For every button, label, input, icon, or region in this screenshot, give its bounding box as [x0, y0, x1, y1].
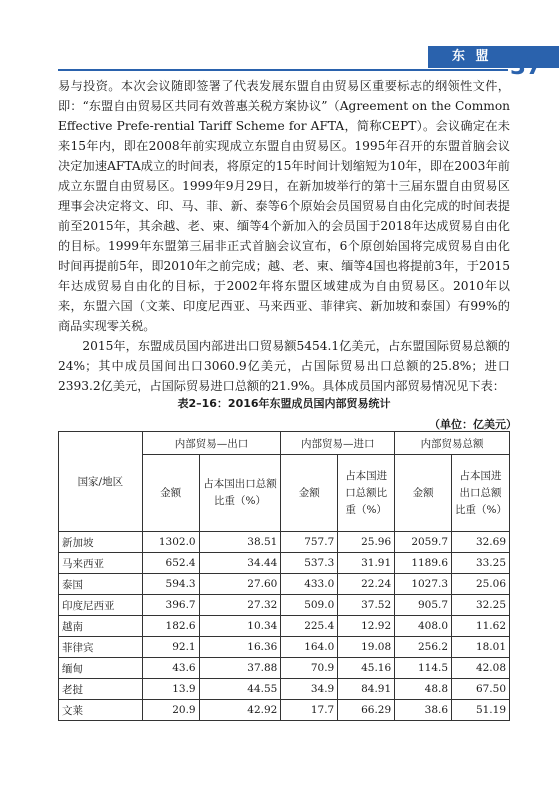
page-number: 37 [510, 54, 543, 80]
col-country-header: 国家/地区 [59, 432, 143, 532]
table-row [59, 532, 510, 553]
value-cell: 84.91 [338, 679, 395, 700]
table-row [59, 679, 510, 700]
table-caption: 表2–16：2016年东盟成员国内部贸易统计 [177, 397, 391, 410]
value-cell: 42.08 [452, 658, 510, 679]
value-cell: 509.0 [281, 595, 338, 616]
value-cell: 25.06 [452, 574, 510, 595]
value-cell: 38.51 [199, 532, 281, 553]
table-row [59, 700, 510, 721]
value-cell: 44.55 [199, 679, 281, 700]
country-cell: 新加坡 [59, 532, 143, 553]
value-cell: 164.0 [281, 637, 338, 658]
table-row [59, 574, 510, 595]
group-header-total: 内部贸易总额 [395, 432, 510, 455]
value-cell: 37.88 [199, 658, 281, 679]
value-cell: 2059.7 [395, 532, 452, 553]
paragraph-2: 2015年，东盟成员国内部进出口贸易额5454.1亿美元，占东盟国际贸易总额的24%；其中成员国间出口3060.9亿美元，占国际贸易出口总额的25.8%；进口2393.2亿美元，占国际贸易进口总额的21.9%。具体成员国内部贸易情况见下表： [58, 339, 510, 393]
value-cell: 27.60 [199, 574, 281, 595]
group-header-import: 内部贸易—进口 [281, 432, 395, 455]
sub-header-total-share: 占本国进出口总额比重（%） [452, 455, 510, 532]
value-cell: 408.0 [395, 616, 452, 637]
value-cell: 43.6 [142, 658, 199, 679]
table-row [59, 616, 510, 637]
value-cell: 34.44 [199, 553, 281, 574]
country-cell: 文莱 [59, 700, 143, 721]
sub-header-amount: 金额 [395, 455, 452, 532]
table-row [59, 658, 510, 679]
value-cell: 48.8 [395, 679, 452, 700]
value-cell: 31.91 [338, 553, 395, 574]
value-cell: 10.34 [199, 616, 281, 637]
country-cell: 越南 [59, 616, 143, 637]
table-body [59, 532, 510, 721]
trade-table [58, 431, 510, 721]
value-cell: 1027.3 [395, 574, 452, 595]
value-cell: 396.7 [142, 595, 199, 616]
value-cell: 433.0 [281, 574, 338, 595]
value-cell: 16.36 [199, 637, 281, 658]
country-cell: 马来西亚 [59, 553, 143, 574]
sub-header-amount: 金额 [281, 455, 338, 532]
country-cell: 老挝 [59, 679, 143, 700]
country-cell: 菲律宾 [59, 637, 143, 658]
table-row [59, 595, 510, 616]
value-cell: 114.5 [395, 658, 452, 679]
value-cell: 66.29 [338, 700, 395, 721]
value-cell: 12.92 [338, 616, 395, 637]
value-cell: 757.7 [281, 532, 338, 553]
value-cell: 256.2 [395, 637, 452, 658]
value-cell: 70.9 [281, 658, 338, 679]
sub-header-export-share: 占本国出口总额比重（%） [199, 455, 281, 532]
value-cell: 37.52 [338, 595, 395, 616]
value-cell: 20.9 [142, 700, 199, 721]
body-text [58, 76, 510, 396]
value-cell: 594.3 [142, 574, 199, 595]
value-cell: 33.25 [452, 553, 510, 574]
section-title: 东 盟 [452, 49, 492, 64]
value-cell: 27.32 [199, 595, 281, 616]
value-cell: 34.9 [281, 679, 338, 700]
value-cell: 67.50 [452, 679, 510, 700]
value-cell: 18.01 [452, 637, 510, 658]
value-cell: 13.9 [142, 679, 199, 700]
value-cell: 11.62 [452, 616, 510, 637]
value-cell: 1302.0 [142, 532, 199, 553]
value-cell: 905.7 [395, 595, 452, 616]
value-cell: 1189.6 [395, 553, 452, 574]
paragraph-1: 易与投资。本次会议随即签署了代表发展东盟自由贸易区重要标志的纲领性文件，即：“东盟自由贸易区共同有效普惠关税方案协议”（Agreement on the Common Effective Prefe-rential Tariff Scheme for AFTA，简称CEPT）。会议确定在未来15年内，即在2008年前实现成立东盟自由贸易区。1995年召开的东盟首脑会议决定加速AFTA成立的时间表，将原定的15年时间计划缩短为10年，即在2003年前成立东盟自由贸易区。1999年9月29日，在新加坡举行的第十三届东盟自由贸易区理事会决定将文、印、马、菲、新、泰等6个原始会员国贸易自由化完成的时间表提前至2015年，其余越、老、柬、缅等4个新加入的会员国于2018年达成贸易自由化的目标。1999年东盟第三届非正式首脑会议宣布，6个原创始国将完成贸易自由化时间再提前5年，即2010年之前完成；越、老、柬、缅等4国也将提前3年，于2015年达成贸易自由化的目标，于2002年将东盟区域建成为自由贸易区。2010年以来，东盟六国（文莱、印度尼西亚、马来西亚、菲律宾、新加坡和泰国）有99%的商品实现零关税。 [58, 79, 510, 333]
table-row [59, 637, 510, 658]
value-cell: 537.3 [281, 553, 338, 574]
value-cell: 92.1 [142, 637, 199, 658]
value-cell: 45.16 [338, 658, 395, 679]
table-unit: （单位：亿美元） [429, 418, 517, 431]
value-cell: 38.6 [395, 700, 452, 721]
value-cell: 22.24 [338, 574, 395, 595]
country-cell: 泰国 [59, 574, 143, 595]
value-cell: 32.25 [452, 595, 510, 616]
value-cell: 652.4 [142, 553, 199, 574]
value-cell: 17.7 [281, 700, 338, 721]
value-cell: 51.19 [452, 700, 510, 721]
value-cell: 32.69 [452, 532, 510, 553]
value-cell: 42.92 [199, 700, 281, 721]
value-cell: 25.96 [338, 532, 395, 553]
value-cell: 225.4 [281, 616, 338, 637]
country-cell: 印度尼西亚 [59, 595, 143, 616]
sub-header-amount: 金额 [142, 455, 199, 532]
value-cell: 182.6 [142, 616, 199, 637]
group-header-export: 内部贸易—出口 [142, 432, 281, 455]
sub-header-import-share: 占本国进口总额比重（%） [338, 455, 395, 532]
country-cell: 缅甸 [59, 658, 143, 679]
value-cell: 19.08 [338, 637, 395, 658]
header-rule [58, 69, 508, 71]
table-row [59, 553, 510, 574]
